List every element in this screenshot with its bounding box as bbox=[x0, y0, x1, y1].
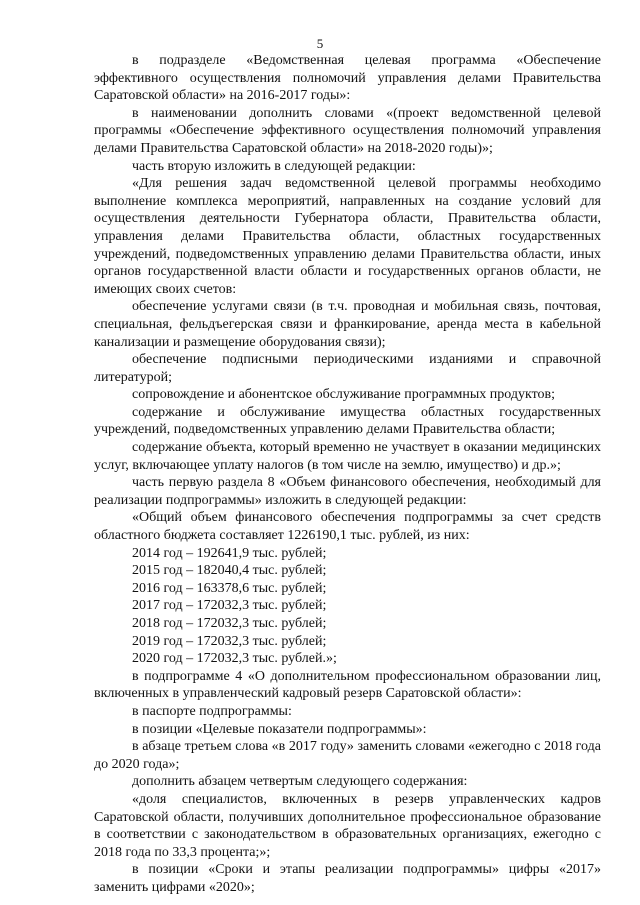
funding-year-line: 2019 год – 172032,3 тыс. рублей; bbox=[132, 633, 327, 649]
funding-year-line: 2016 год – 163378,6 тыс. рублей; bbox=[132, 580, 327, 596]
paragraph: в позиции «Целевые показатели подпрограммы»: bbox=[132, 721, 427, 737]
funding-year-line: 2018 год – 172032,3 тыс. рублей; bbox=[132, 616, 327, 631]
paragraph: содержание объекта, который временно не участвует в оказании медицинских услуг, включающее уплату налогов (в том числе на землю, имущество) и др.»; bbox=[94, 440, 601, 473]
paragraph: часть первую раздела 8 «Объем финансового обеспечения, необходимый для реализации подпрограммы» изложить в следующей редакции: bbox=[94, 475, 601, 508]
paragraph: в наименовании дополнить словами «(проект ведомственной целевой программы «Обеспечение эффективного осуществления полномочий управления делами Правительства Саратовской области» на 2018-2020 годы)»; bbox=[94, 105, 601, 156]
paragraph: «доля специалистов, включенных в резерв управленческих кадров Саратовской области, получивших дополнительное профессиональное образование в соответствии с законодательством в образовательных организациях, ежегодно с 2018 года по 33,3 процента;»; bbox=[94, 791, 601, 860]
paragraph: часть вторую изложить в следующей редакции: bbox=[132, 158, 416, 174]
paragraph: в подпрограмме 4 «О дополнительном профессиональном образовании лиц, включенных в управленческий кадровый резерв Саратовской области»: bbox=[94, 668, 601, 702]
funding-year-line: 2017 год – 172032,3 тыс. рублей; bbox=[132, 598, 327, 614]
document-body bbox=[94, 52, 601, 897]
paragraph: сопровождение и абонентское обслуживание программных продуктов; bbox=[132, 387, 556, 403]
paragraph: «Общий объем финансового обеспечения подпрограммы за счет средств областного бюджета составляет 1226190,1 тыс. рублей, из них: bbox=[94, 510, 601, 544]
funding-year-line: 2020 год – 172032,3 тыс. рублей.»; bbox=[132, 651, 337, 667]
paragraph: обеспечение подписными периодическими изданиями и справочной литературой; bbox=[94, 352, 601, 385]
paragraph: в паспорте подпрограммы: bbox=[132, 703, 292, 719]
funding-year-line: 2014 год – 192641,9 тыс. рублей; bbox=[132, 545, 327, 561]
paragraph: обеспечение услугами связи (в т.ч. проводная и мобильная связь, почтовая, специальная, фельдъегерская связи и франкирование, аренда места в кабельной канализации и размещение оборудования связи); bbox=[94, 299, 601, 350]
funding-year-line: 2015 год – 182040,4 тыс. рублей; bbox=[132, 563, 327, 579]
paragraph: в абзаце третьем слова «в 2017 году» заменить словами «ежегодно с 2018 года до 2020 года»; bbox=[94, 739, 601, 772]
paragraph: дополнить абзацем четвертым следующего содержания: bbox=[132, 774, 468, 790]
paragraph: в подразделе «Ведомственная целевая программа «Обеспечение эффективного осуществления полномочий управления делами Правительства Саратовской области» на 2016-2017 годы»: bbox=[94, 53, 601, 104]
paragraph: в позиции «Сроки и этапы реализации подпрограммы» цифры «2017» заменить цифрами «2020»; bbox=[94, 862, 601, 895]
paragraph: «Для решения задач ведомственной целевой программы необходимо выполнение комплекса мероприятий, направленных на создание условий для осуществления деятельности Губернатора области, Правительства области, управления делами Правительства области, областных государственных учреждений, подведомственных управлению делами Правительства области, иных органов государственной власти области и государственных органов области, не имеющих своих счетов: bbox=[94, 176, 601, 297]
page-number: 5 bbox=[316, 36, 324, 51]
paragraph: содержание и обслуживание имущества областных государственных учреждений, подведомственных управлению делами Правительства области; bbox=[94, 404, 601, 438]
